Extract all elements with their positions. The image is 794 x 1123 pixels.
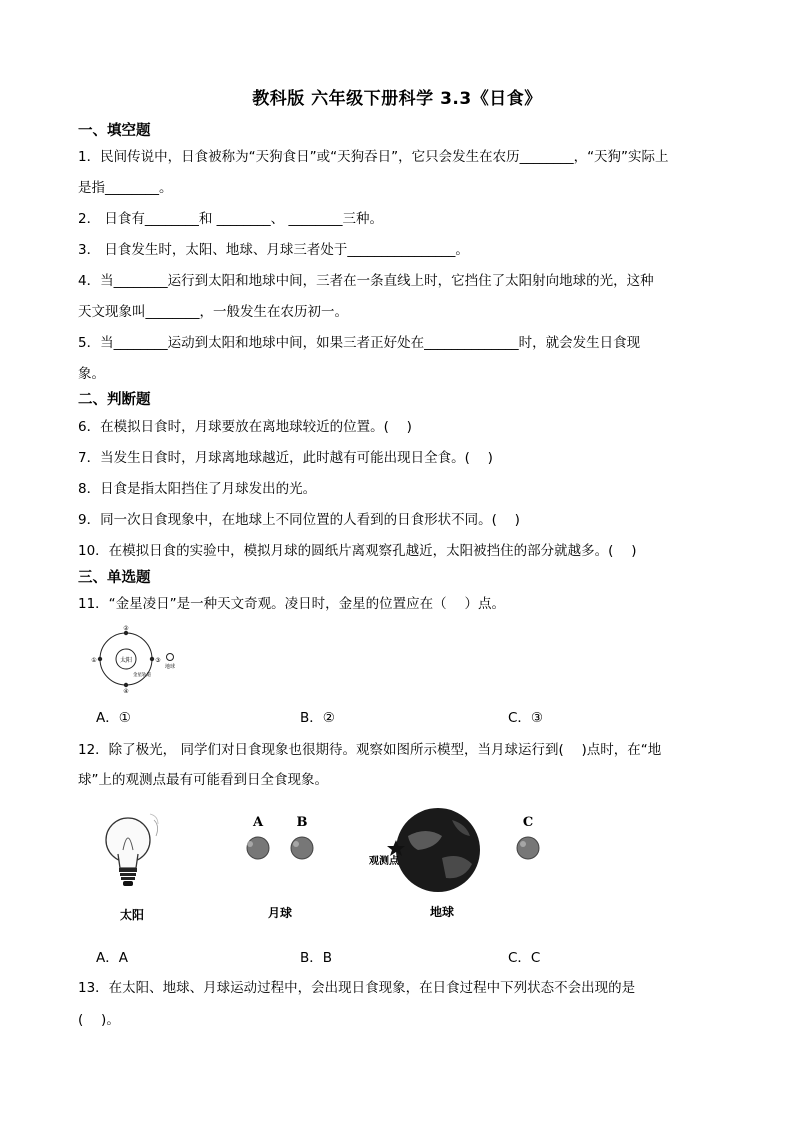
observer-label: 观测点	[369, 856, 399, 867]
question-1-line-1: 1．民间传说中，日食被称为“天狗食日”或“天狗吞日”，它只会发生在农历________，“天狗”实际上	[78, 149, 669, 165]
earth-label: 地球	[164, 664, 176, 670]
label-p3: ③	[155, 657, 161, 664]
question-3: 3． 日食发生时，太阳、地球、月球三者处于________________。	[78, 242, 469, 258]
sun-label: 太阳	[119, 657, 133, 664]
earth-globe-icon	[396, 808, 480, 892]
page-title: 教科版 六年级下册科学 3.3《日食》	[252, 89, 542, 109]
question-7: 7．当发生日食时，月球离地球越近，此时越有可能出现日全食。( )	[78, 450, 493, 466]
earth-circle	[167, 654, 174, 661]
question-6: 6．在模拟日食时，月球要放在离地球较近的位置。( )	[78, 419, 412, 435]
moon-position-c	[517, 837, 539, 859]
venus-orbit-diagram	[90, 624, 182, 694]
q12-option-a[interactable]: A．A	[96, 950, 128, 966]
question-4-line-2: 天文现象叫________，一般发生在农历初一。	[78, 304, 348, 320]
q11-option-b[interactable]: B．②	[300, 710, 335, 726]
question-9: 9．同一次日食现象中，在地球上不同位置的人看到的日食形状不同。( )	[78, 512, 520, 528]
q11-option-c[interactable]: C．③	[508, 710, 544, 726]
question-13-line-1: 13．在太阳、地球、月球运动过程中，会出现日食现象，在日食过程中下列状态不会出现的是	[78, 980, 636, 996]
question-5-line-2: 象。	[78, 366, 105, 382]
question-10: 10．在模拟日食的实验中，模拟月球的圆纸片离观察孔越近，太阳被挡住的部分就越多。( )	[78, 543, 637, 559]
question-11: 11．“金星凌日”是一种天文奇观。凌日时，金星的位置应在（ ）点。	[78, 596, 505, 612]
section-fill-blank: 一、填空题	[78, 123, 151, 139]
eclipse-model-figure	[96, 806, 576, 926]
earth-label: 地球	[429, 905, 455, 919]
orbit-label: 金星轨道	[133, 673, 151, 678]
moon-position-a	[247, 837, 269, 859]
question-1-line-2: 是指________。	[78, 180, 173, 196]
label-p2: ②	[123, 625, 129, 632]
label-b: B	[296, 815, 308, 830]
section-single-choice: 三、单选题	[78, 570, 151, 586]
q12-option-b[interactable]: B．B	[300, 950, 333, 966]
q11-option-a[interactable]: A．①	[96, 710, 131, 726]
moon-label: 月球	[267, 906, 293, 920]
section-true-false: 二、判断题	[78, 392, 151, 408]
question-8: 8．日食是指太阳挡住了月球发出的光。	[78, 481, 317, 497]
moon-position-b	[291, 837, 313, 859]
question-2: 2． 日食有________和 ________、 ________三种。	[78, 211, 383, 227]
label-a: A	[252, 815, 264, 830]
venus-position-4	[124, 683, 128, 687]
label-c: C	[522, 815, 534, 830]
question-12-line-1: 12．除了极光， 同学们对日食现象也很期待。观察如图所示模型，当月球运行到( )点时，在“地	[78, 742, 662, 758]
venus-position-3	[150, 657, 154, 661]
light-bulb-icon	[106, 814, 158, 886]
sun-label: 太阳	[119, 908, 145, 922]
question-4-line-1: 4．当________运行到太阳和地球中间，三者在一条直线上时，它挡住了太阳射向地球的光，这种	[78, 273, 654, 289]
venus-position-1	[98, 657, 102, 661]
label-p1: ①	[91, 657, 97, 664]
q12-option-c[interactable]: C．C	[508, 950, 541, 966]
question-12-line-2: 球”上的观测点最有可能看到日全食现象。	[78, 772, 328, 788]
question-5-line-1: 5．当________运动到太阳和地球中间，如果三者正好处在______________时，就会发生日食现	[78, 335, 641, 351]
label-p4: ④	[123, 688, 129, 694]
question-13-line-2: ( )。	[78, 1012, 120, 1028]
